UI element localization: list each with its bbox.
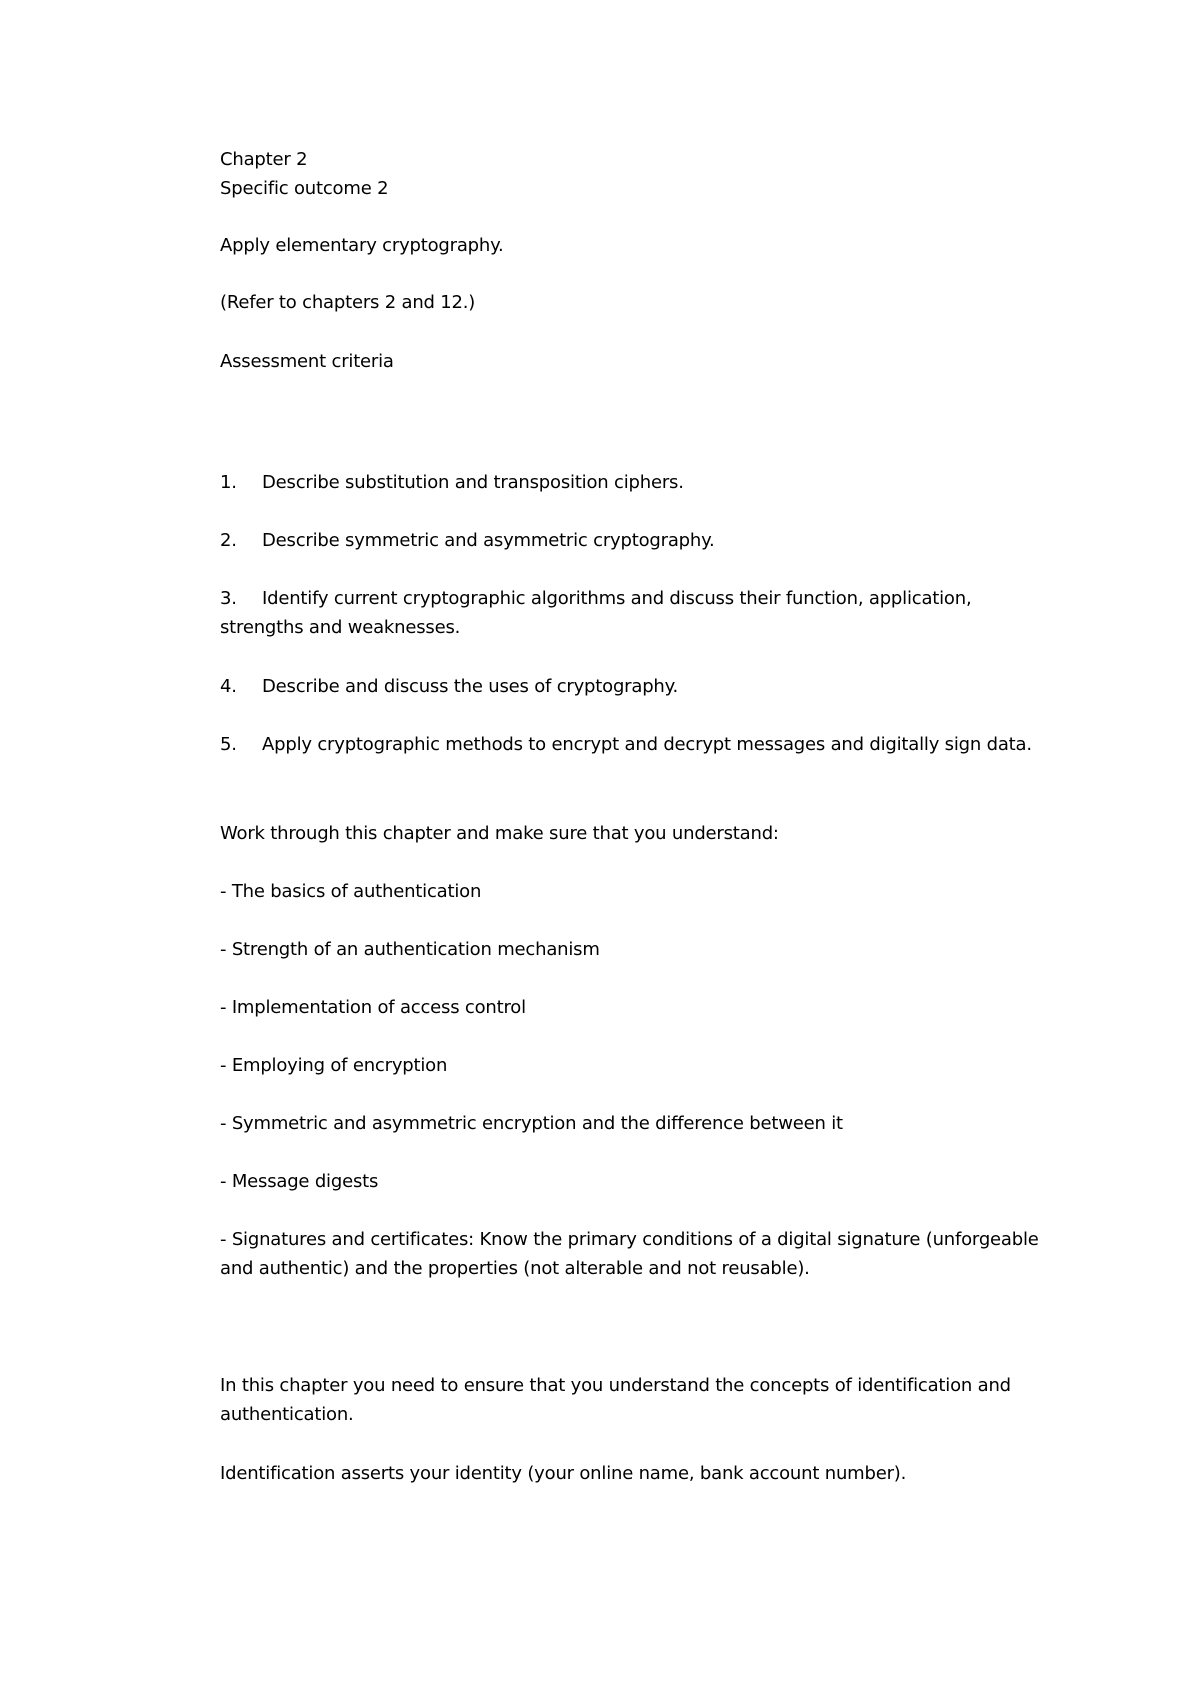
criteria-number: 3. [220, 588, 237, 609]
criteria-item-2 [220, 527, 715, 555]
understand-item: - Strength of an authentication mechanism [220, 939, 600, 960]
criteria-text: Describe substitution and transposition ciphers. [262, 472, 684, 493]
chapter-reference: (Refer to chapters 2 and 12.) [220, 292, 476, 313]
understand-item: - Signatures and certificates: Know the primary conditions of a digital signature (unforgeable [220, 1229, 1039, 1250]
understand-item: - Message digests [220, 1171, 379, 1192]
criteria-text: Apply cryptographic methods to encrypt and decrypt messages and digitally sign data. [262, 734, 1032, 755]
criteria-number: 2. [220, 530, 237, 551]
outcome-aim: Apply elementary cryptography. [220, 235, 504, 256]
specific-outcome: Specific outcome 2 [220, 178, 389, 199]
understand-item: - The basics of authentication [220, 881, 482, 902]
criteria-text: Describe and discuss the uses of cryptography. [262, 676, 679, 697]
closing-paragraph-line-2: authentication. [220, 1404, 354, 1425]
criteria-text: Describe symmetric and asymmetric cryptography. [262, 530, 715, 551]
criteria-item-1 [220, 469, 684, 497]
identification-paragraph: Identification asserts your identity (your online name, bank account number). [220, 1463, 907, 1484]
criteria-number: 1. [220, 472, 237, 493]
criteria-number: 4. [220, 676, 237, 697]
criteria-heading: Assessment criteria [220, 351, 394, 372]
criteria-text: Identify current cryptographic algorithms and discuss their function, application, [262, 588, 972, 609]
understand-item: - Symmetric and asymmetric encryption and the difference between it [220, 1113, 843, 1134]
closing-paragraph-line-1: In this chapter you need to ensure that you understand the concepts of identification and [220, 1375, 1011, 1396]
chapter-title: Chapter 2 [220, 149, 308, 170]
understand-intro: Work through this chapter and make sure that you understand: [220, 823, 779, 844]
criteria-item-4 [220, 673, 678, 701]
understand-item: - Implementation of access control [220, 997, 526, 1018]
criteria-number: 5. [220, 734, 237, 755]
criteria-item-3-continued: strengths and weaknesses. [220, 617, 461, 638]
understand-item-continued: and authentic) and the properties (not alterable and not reusable). [220, 1258, 810, 1279]
criteria-item-3 [220, 585, 971, 613]
criteria-item-5 [220, 731, 1032, 759]
understand-item: - Employing of encryption [220, 1055, 448, 1076]
